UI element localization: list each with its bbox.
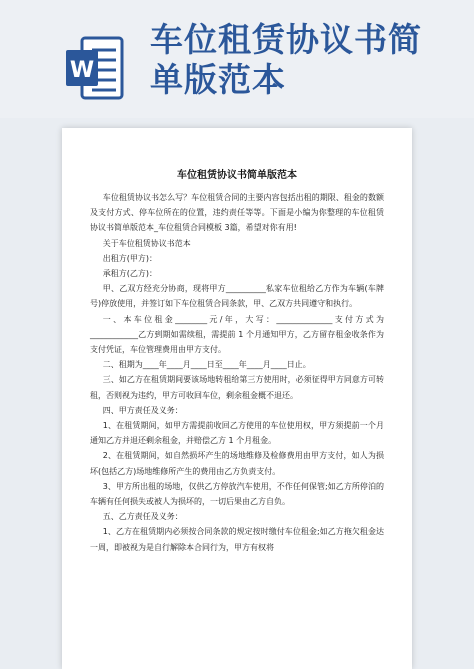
page-title: 车位租赁协议书简 单版范本 xyxy=(150,20,422,99)
doc-paragraph: 1、乙方在租赁期内必须按合同条款的规定按时缴付车位租金;如乙方拖欠租金达一周，即被视为是自行解除本合同行为，甲方有权将 xyxy=(90,527,384,552)
doc-paragraph: 承租方(乙方)： xyxy=(102,269,158,279)
word-icon xyxy=(64,34,126,102)
doc-paragraph: 1、在租赁期间，如甲方需提前收回乙方使用的车位使用权，甲方须提前一个月通知乙方并退还剩余租金，并赔偿乙方 1 个月租金。 xyxy=(90,421,384,446)
doc-paragraph: 甲、乙双方经充分协商，现将甲方__________私家车位租给乙方作为车辆(车牌号)停放使用，并签订如下车位租赁合同条款，甲、乙双方共同遵守和执行。 xyxy=(90,284,384,309)
svg-text:W: W xyxy=(69,58,95,83)
doc-paragraph: 2、在租赁期间，如自然损坏产生的场地维修及检修费用由甲方支付，如人为损坏(包括乙方)场地维修所产生的费用由乙方负责支付。 xyxy=(90,451,384,476)
doc-paragraph: 出租方(甲方)： xyxy=(102,253,158,263)
banner xyxy=(0,0,474,118)
doc-paragraph: 一、本车位租金________元/年，大写：______________支付方式为____________乙方到期如需续租，需提前 1 个月通知甲方，乙方留存租金收条作为支付凭证，车位管理费用由甲方支付。 xyxy=(90,314,384,355)
document-page xyxy=(62,128,412,669)
document-body xyxy=(90,190,384,555)
doc-paragraph: 关于车位租赁协议书范本 xyxy=(102,238,191,248)
doc-paragraph: 二、租期为____年____月____日至____年____月____日止。 xyxy=(102,360,311,370)
doc-paragraph: 三、如乙方在租赁期间要该场地转租给第三方使用时，必须征得甲方同意方可转租，否则视为违约，甲方可收回车位，剩余租金概不退还。 xyxy=(90,375,384,400)
doc-intro-paragraph: 车位租赁协议书怎么写？车位租赁合同的主要内容包括出租的期限、租金的数额及支付方式、停车位所在的位置，违约责任等等。下面是小编为你整理的车位租赁协议书简单版范本_车位租赁合同模板 3篇，希望对你有用! xyxy=(90,193,384,233)
doc-paragraph: 3、甲方所出租的场地，仅供乙方停放汽车使用，不作任何保管;如乙方所停泊的车辆有任何损失或被人为损坏的，一切后果由乙方自负。 xyxy=(90,481,384,507)
doc-section-heading: 五、乙方责任及义务： xyxy=(102,512,183,522)
document-title: 车位租赁协议书简单版范本 xyxy=(177,170,297,181)
doc-section-heading: 四、甲方责任及义务： xyxy=(102,405,183,415)
